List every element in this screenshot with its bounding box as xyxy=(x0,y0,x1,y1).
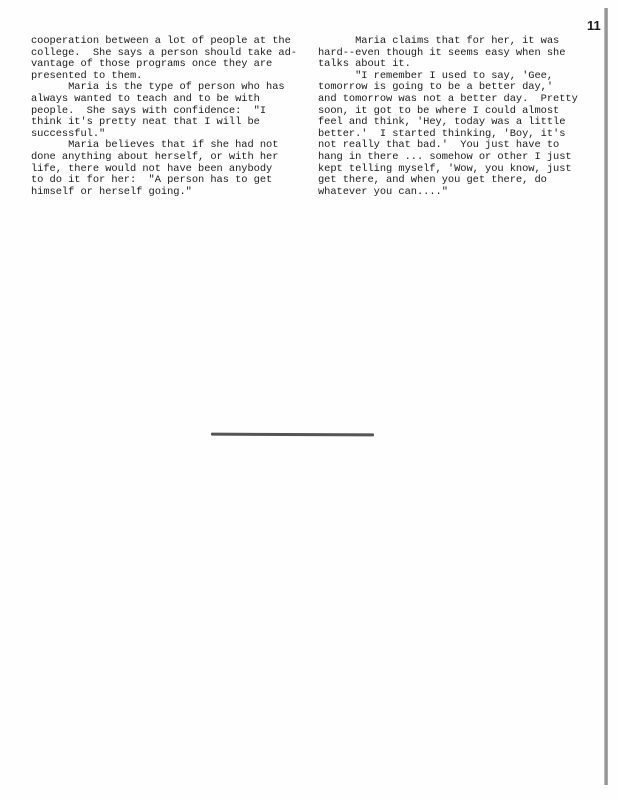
text-line: life, there would not have been anybody xyxy=(31,162,273,175)
text-line: hard--even though it seems easy when she xyxy=(318,46,566,59)
right-text-column xyxy=(318,36,598,198)
text-line: not really that bad.' You just have to xyxy=(318,139,560,152)
text-line: soon, it got to be where I could almost xyxy=(318,104,560,117)
page-number: 11 xyxy=(587,18,601,33)
text-line: better.' I started thinking, 'Boy, it's xyxy=(318,127,566,140)
left-text-column xyxy=(31,36,301,198)
text-line: cooperation between a lot of people at the xyxy=(31,35,291,47)
text-line: kept telling myself, 'Wow, you know, just xyxy=(318,162,572,175)
text-line: himself or herself going." xyxy=(31,185,192,198)
text-line: college. She says a person should take ad- xyxy=(31,46,297,59)
text-line: feel and think, 'Hey, today was a little xyxy=(318,116,566,129)
text-line: presented to them. xyxy=(31,69,143,82)
text-line: always wanted to teach and to be with xyxy=(31,92,260,105)
text-line: hang in there ... somehow or other I just xyxy=(318,150,572,163)
text-line: whatever you can...." xyxy=(318,185,448,198)
text-line: "I remember I used to say, 'Gee, xyxy=(318,69,554,82)
text-line: get there, and when you get there, do xyxy=(318,174,547,187)
text-line: think it's pretty neat that I will be xyxy=(31,116,260,129)
text-line: successful." xyxy=(31,127,106,140)
page-edge-shadow xyxy=(604,8,608,785)
text-line: tomorrow is going to be a better day,' xyxy=(318,81,554,94)
text-line: to do it for her: "A person has to get xyxy=(31,174,273,187)
text-line: people. She says with confidence: "I xyxy=(31,104,267,117)
text-line: done anything about herself, or with her xyxy=(31,150,279,163)
text-line: Maria claims that for her, it was xyxy=(318,35,560,47)
text-line: Maria is the type of person who has xyxy=(31,81,285,94)
section-divider-rule xyxy=(211,433,374,437)
text-line: and tomorrow was not a better day. Pretty xyxy=(318,92,578,105)
text-line: Maria believes that if she had not xyxy=(31,139,279,152)
text-line: talks about it. xyxy=(318,58,411,71)
text-line: vantage of those programs once they are xyxy=(31,58,273,71)
